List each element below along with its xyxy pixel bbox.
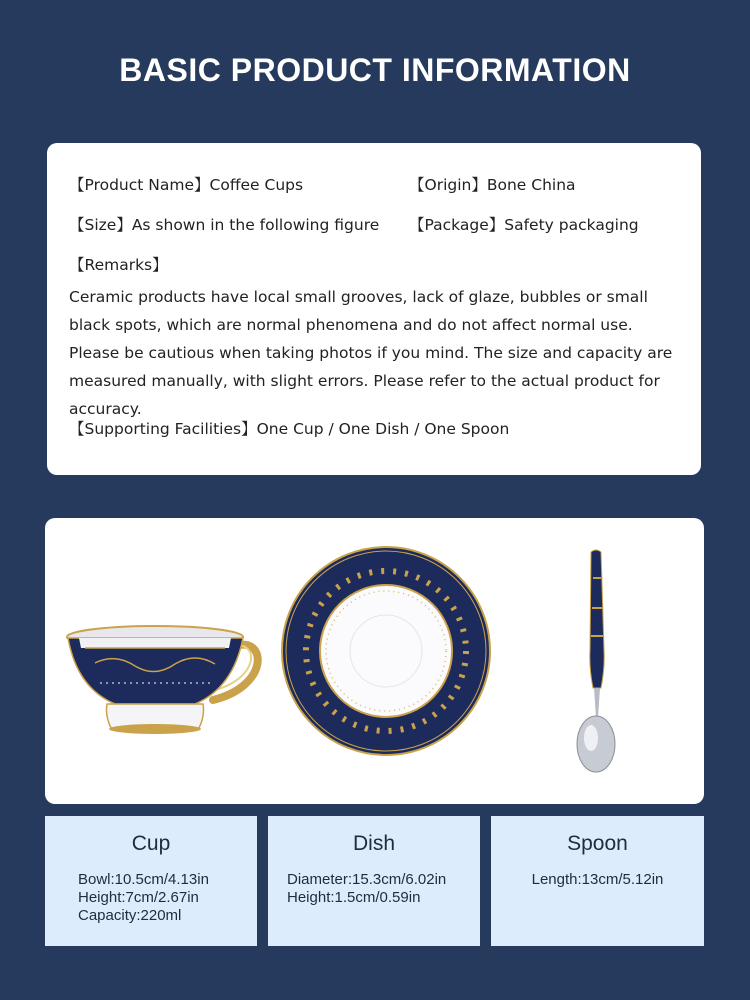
size-row: 【Size】As shown in the following figure <box>69 216 380 234</box>
dish-spec-box <box>268 816 480 946</box>
dish-image <box>282 547 490 755</box>
supporting-facilities-row: 【Supporting Facilities】One Cup / One Dish / One Spoon <box>69 420 510 438</box>
cup-spec-box <box>45 816 257 946</box>
product-name-row: 【Product Name】Coffee Cups <box>69 176 304 194</box>
dish-height: Height:1.5cm/0.59in <box>287 889 421 906</box>
dish-spec-title: Dish <box>352 832 395 855</box>
page-title: BASIC PRODUCT INFORMATION <box>119 52 631 88</box>
spoon-length: Length:13cm/5.12in <box>531 871 664 888</box>
product-illustration <box>45 518 704 804</box>
remarks-text: Ceramic products have local small grooves, lack of glaze, bubbles or small black spots, which are normal phenomena and do not affect normal use. Please be cautious when taking photos if you mind. The size and capacity are measured manually, with slight errors. Please refer to the actual product for accuracy. <box>69 288 673 418</box>
cup-spec-lines <box>78 871 209 925</box>
cup-spec-title: Cup <box>131 832 171 855</box>
cup-bowl-size: Bowl:10.5cm/4.13in <box>78 871 209 888</box>
cup-height: Height:7cm/2.67in <box>78 889 199 906</box>
cup-capacity: Capacity:220ml <box>78 907 182 924</box>
origin-row: 【Origin】Bone China <box>409 176 576 194</box>
package-row: 【Package】Safety packaging <box>409 216 639 234</box>
spoon-spec-box <box>491 816 704 946</box>
dish-spec-lines <box>287 871 446 907</box>
spoon-spec-lines <box>491 871 704 889</box>
remarks-label: 【Remarks】 <box>69 256 168 274</box>
dish-diameter: Diameter:15.3cm/6.02in <box>287 871 447 888</box>
info-card <box>47 143 701 475</box>
product-image-card <box>45 518 704 804</box>
spoon-spec-title: Spoon <box>567 832 628 855</box>
cup-image <box>67 626 258 734</box>
spoon-image <box>577 550 615 772</box>
